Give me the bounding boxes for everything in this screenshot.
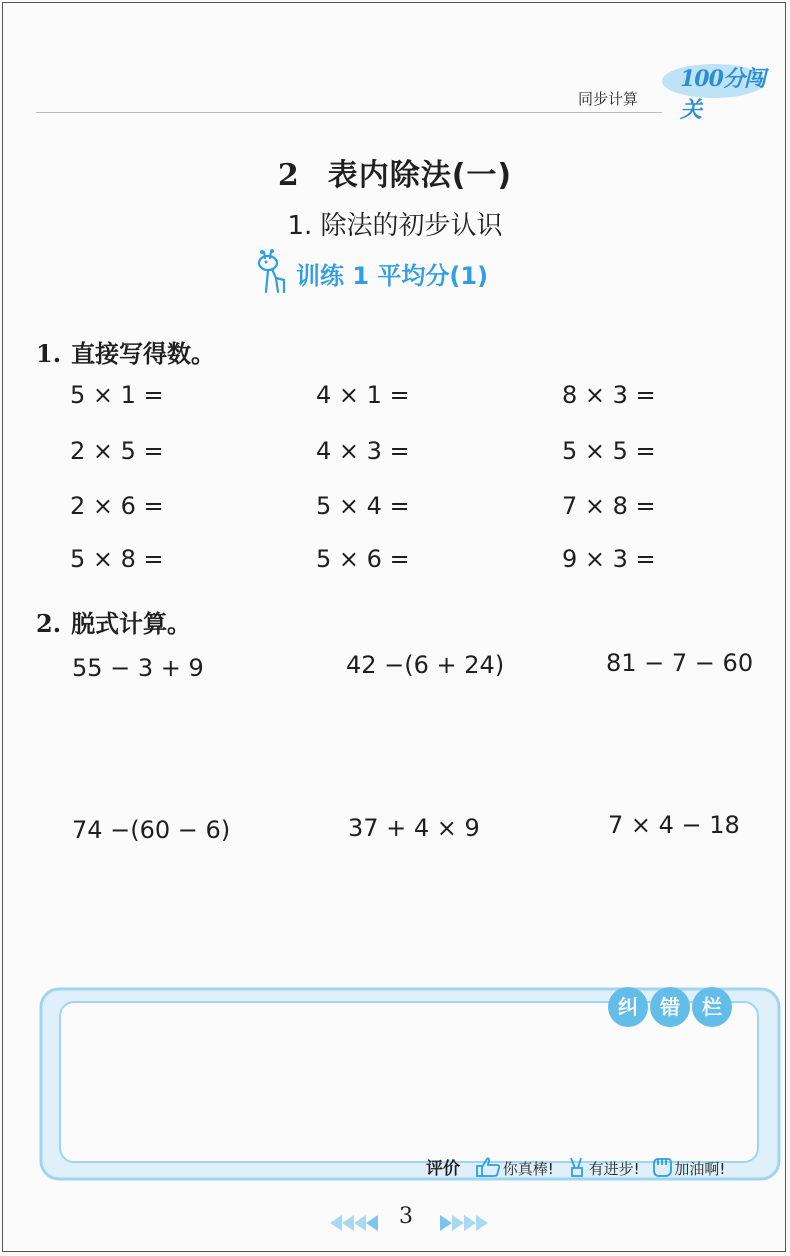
header-label: 同步计算 xyxy=(578,90,639,108)
next-arrows-icon xyxy=(440,1215,488,1231)
step-calc-problem: 7 × 4 − 18 xyxy=(608,811,740,839)
fist-icon xyxy=(650,1156,674,1178)
prev-arrows-icon xyxy=(330,1215,378,1231)
rating-progress-label: 有进步! xyxy=(588,1160,640,1178)
brand-logo-text: 100分闯关 xyxy=(680,66,765,123)
step-calc-problem: 37 + 4 × 9 xyxy=(348,814,480,842)
rating-keep-going-label: 加油啊! xyxy=(674,1160,726,1178)
mental-math-problem: 5 × 1 = xyxy=(70,381,164,409)
training-heading xyxy=(256,248,556,292)
mental-math-problem: 8 × 3 = xyxy=(562,381,656,409)
self-rating xyxy=(426,1154,725,1179)
section-2-title xyxy=(36,604,191,639)
thumbs-up-icon xyxy=(475,1156,503,1178)
mental-math-problem: 5 × 8 = xyxy=(70,545,164,573)
chapter-heading xyxy=(0,150,790,194)
step-calc-problem: 55 − 3 + 9 xyxy=(72,654,204,682)
training-label: 训练 1 平均分(1) xyxy=(296,262,489,290)
rating-label: 评价 xyxy=(426,1159,460,1179)
header-divider xyxy=(36,112,662,113)
victory-hand-icon xyxy=(565,1156,589,1178)
step-calc-problem: 74 −(60 − 6) xyxy=(72,816,231,844)
chapter-title: 表内除法(一) xyxy=(327,158,513,193)
section-2-number: 2. xyxy=(36,609,62,638)
mental-math-problem: 5 × 6 = xyxy=(316,545,410,573)
page-number: 3 xyxy=(399,1204,413,1229)
section-1-title xyxy=(36,334,215,369)
correction-char: 错 xyxy=(650,987,690,1027)
mental-math-problem: 9 × 3 = xyxy=(562,545,656,573)
rating-great[interactable] xyxy=(475,1160,559,1178)
mental-math-problem: 4 × 3 = xyxy=(316,437,410,465)
step-calc-problem: 81 − 7 − 60 xyxy=(606,649,754,677)
mental-math-problem: 5 × 4 = xyxy=(316,492,410,520)
mental-math-problem: 2 × 6 = xyxy=(70,492,164,520)
section-1-text: 直接写得数。 xyxy=(71,340,216,368)
brand-logo xyxy=(662,56,766,123)
correction-char: 纠 xyxy=(608,987,648,1027)
giraffe-mascot-icon xyxy=(256,248,290,294)
rating-great-label: 你真棒! xyxy=(502,1160,554,1178)
section-2-text: 脱式计算。 xyxy=(71,610,192,638)
section-1-number: 1. xyxy=(36,339,62,368)
rating-keep-going[interactable] xyxy=(650,1160,725,1178)
mental-math-problem: 2 × 5 = xyxy=(70,437,164,465)
lesson-subtitle: 1. 除法的初步认识 xyxy=(287,211,503,241)
correction-char: 栏 xyxy=(692,987,732,1027)
mental-math-problem: 4 × 1 = xyxy=(316,381,410,409)
chapter-number: 2 xyxy=(277,158,300,193)
rating-progress[interactable] xyxy=(565,1160,645,1178)
step-calc-problem: 42 −(6 + 24) xyxy=(346,651,505,679)
mental-math-problem: 5 × 5 = xyxy=(562,437,656,465)
mental-math-problem: 7 × 8 = xyxy=(562,492,656,520)
